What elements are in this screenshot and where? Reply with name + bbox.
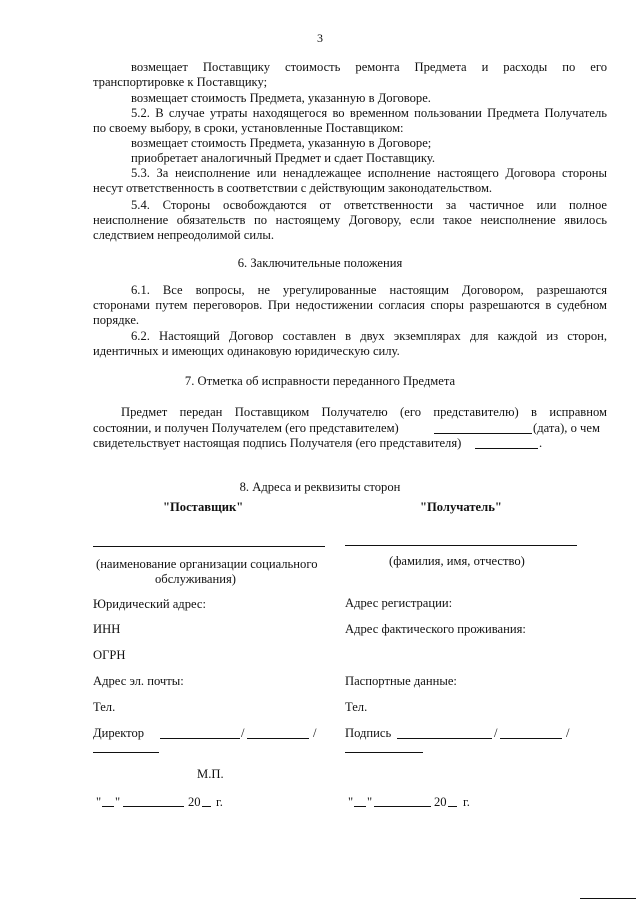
director-label: Директор: [93, 726, 145, 740]
section-title: 6. Заключительные положения: [237, 256, 403, 270]
text-line: 5.2. В случае утраты находящегося во временном пользовании Предмета Получатель: [131, 106, 607, 120]
date-quote: ": [96, 795, 102, 809]
text-line: (дата), о чем: [533, 421, 600, 435]
text-line: идентичных и имеющих одинаковую юридическую силу.: [93, 344, 400, 358]
supplier-phone: Тел.: [93, 700, 116, 714]
recipient-caption: (фамилия, имя, отчество): [389, 554, 525, 568]
supplier-header: "Поставщик": [163, 500, 244, 514]
supplier-year-blank[interactable]: [202, 806, 211, 807]
year-prefix: 20: [434, 795, 447, 809]
supplier-month-blank[interactable]: [123, 806, 184, 807]
recipient-phone: Тел.: [345, 700, 368, 714]
year-prefix: 20: [188, 795, 201, 809]
text-line: состоянии, и получен Получателем (его представителем): [93, 421, 399, 435]
text-line: неисполнение обязательств по настоящему Договору, если такое неисполнение явилось: [93, 213, 607, 227]
supplier-inn: ИНН: [93, 622, 121, 636]
director-extra-blank[interactable]: [93, 752, 159, 753]
footer-rule: [580, 898, 636, 899]
recipient-name-line[interactable]: [345, 545, 577, 546]
text-line: свидетельствует настоящая подпись Получателя (его представителя): [93, 436, 462, 450]
recipient-signature-blank[interactable]: [397, 738, 492, 739]
signature-blank[interactable]: [475, 448, 538, 449]
recipient-year-blank[interactable]: [448, 806, 457, 807]
date-quote: ": [115, 795, 121, 809]
slash: /: [566, 726, 570, 740]
text-line: возмещает стоимость Предмета, указанную в Договоре;: [131, 136, 432, 150]
text-line: 6.2. Настоящий Договор составлен в двух экземплярах для каждой из сторон,: [131, 329, 607, 343]
recipient-day-blank[interactable]: [354, 806, 366, 807]
text-line: 6.1. Все вопросы, не урегулированные настоящим Договором, разрешаются: [131, 283, 607, 297]
text-line: порядке.: [93, 313, 140, 327]
date-blank[interactable]: [434, 433, 532, 434]
supplier-caption: (наименование организации социального: [96, 557, 318, 571]
director-name-blank[interactable]: [247, 738, 309, 739]
text-line: по своему выбору, в сроки, установленные Поставщиком:: [93, 121, 404, 135]
section-title: 7. Отметка об исправности переданного Предмета: [184, 374, 456, 388]
signature-label: Подпись: [345, 726, 392, 740]
director-signature-blank[interactable]: [160, 738, 240, 739]
year-suffix: г.: [216, 795, 223, 809]
section-title: 8. Адреса и реквизиты сторон: [239, 480, 401, 494]
recipient-name-blank[interactable]: [500, 738, 562, 739]
date-quote: ": [367, 795, 373, 809]
date-quote: ": [348, 795, 354, 809]
text-line: 5.4. Стороны освобождаются от ответственности за частичное или полное: [131, 198, 607, 212]
recipient-passport: Паспортные данные:: [345, 674, 457, 688]
slash: /: [241, 726, 245, 740]
recipient-month-blank[interactable]: [374, 806, 431, 807]
text-line: возмещает Поставщику стоимость ремонта Предмета и расходы по его: [131, 60, 607, 74]
supplier-day-blank[interactable]: [102, 806, 114, 807]
recipient-reg-address: Адрес регистрации:: [345, 596, 453, 610]
text-line: следствием непреодолимой силы.: [93, 228, 275, 242]
text-line: транспортировке к Поставщику;: [93, 75, 268, 89]
text-line: Предмет передан Поставщиком Получателю (его представителю) в исправном: [121, 405, 607, 419]
text-line: приобретает аналогичный Предмет и сдает Поставщику.: [131, 151, 435, 165]
recipient-actual-address: Адрес фактического проживания:: [345, 622, 526, 636]
supplier-ogrn: ОГРН: [93, 648, 126, 662]
supplier-legal-address: Юридический адрес:: [93, 597, 206, 611]
supplier-email: Адрес эл. почты:: [93, 674, 184, 688]
recipient-extra-blank[interactable]: [345, 752, 423, 753]
text-line: возмещает стоимость Предмета, указанную в Договоре.: [131, 91, 431, 105]
supplier-name-line[interactable]: [93, 546, 325, 547]
period: .: [539, 436, 543, 450]
supplier-caption: обслуживания): [155, 572, 236, 586]
recipient-header: "Получатель": [420, 500, 502, 514]
stamp-label: М.П.: [197, 767, 224, 781]
text-line: сторонами путем переговоров. При недостижении согласия споры разрешаются в судебном: [93, 298, 607, 312]
text-line: несут ответственность в соответствии с действующим законодательством.: [93, 181, 493, 195]
slash: /: [494, 726, 498, 740]
slash: /: [313, 726, 317, 740]
year-suffix: г.: [463, 795, 470, 809]
text-line: 5.3. За неисполнение или ненадлежащее исполнение настоящего Договора стороны: [131, 166, 607, 180]
page-number: 3: [317, 31, 323, 45]
